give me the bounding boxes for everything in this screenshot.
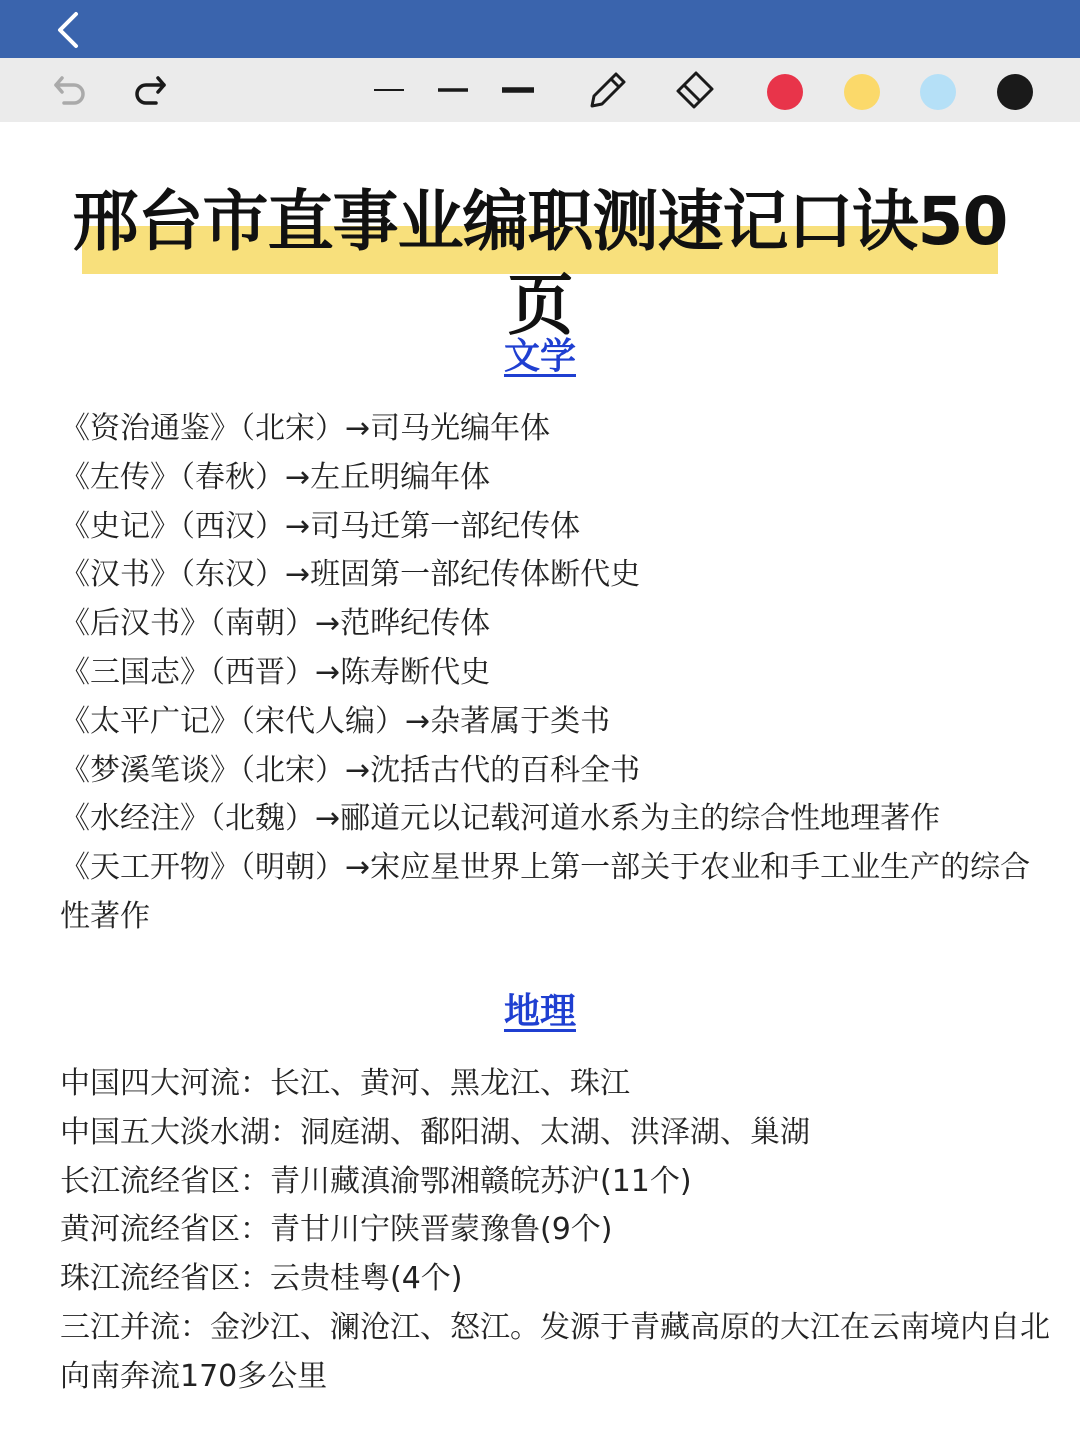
section-heading-geography: 地理 bbox=[503, 991, 576, 1032]
pencil-icon[interactable] bbox=[584, 70, 630, 110]
list-item: 《资治通鉴》（北宋）→司马光编年体 bbox=[60, 411, 551, 446]
list-item: 《左传》（春秋）→左丘明编年体 bbox=[60, 459, 491, 495]
list-item: 《水经注》（北魏）→郦道元以记载河道水系为主的综合性地理著作 bbox=[60, 801, 941, 837]
list-item: 《三国志》（西晋）→陈寿断代史 bbox=[60, 654, 491, 690]
top-bar bbox=[0, 0, 1080, 58]
list-item: 《后汉书》（南朝）→范晔纪传体 bbox=[60, 606, 491, 642]
color-lightblue-swatch[interactable] bbox=[920, 74, 956, 110]
thin-line-icon[interactable] bbox=[372, 70, 406, 110]
page-title: 邢台市直事业编职测速记口诀50页 bbox=[72, 183, 1008, 344]
list-item: 《太平广记》（宋代人编）→杂著属于类书 bbox=[60, 703, 611, 739]
medium-line-icon[interactable] bbox=[436, 70, 470, 110]
color-red-swatch[interactable] bbox=[767, 74, 803, 110]
redo-icon[interactable] bbox=[130, 70, 170, 110]
list-item: 中国五大淡水湖：洞庭湖、鄱阳湖、太湖、洪泽湖、巢湖 bbox=[60, 1114, 810, 1150]
list-item: 三江并流：金沙江、澜沧江、怒江。发源于青藏高原的大江在云南境内自北向南奔流170多公里 bbox=[60, 1309, 1050, 1394]
list-item: 中国四大河流：长江、黄河、黑龙江、珠江 bbox=[60, 1066, 630, 1101]
list-item: 《天工开物》（明朝）→宋应星世界上第一部关于农业和手工业生产的综合性著作 bbox=[60, 850, 1031, 934]
color-yellow-swatch[interactable] bbox=[844, 74, 880, 110]
list-item: 《梦溪笔谈》（北宋）→沈括古代的百科全书 bbox=[60, 752, 641, 788]
geography-list bbox=[60, 1060, 1050, 1402]
literature-list bbox=[60, 405, 1050, 942]
list-item: 黄河流经省区：青甘川宁陕晋蒙豫鲁(9个) bbox=[60, 1212, 613, 1248]
page-title-block bbox=[60, 180, 1020, 344]
list-item: 《史记》（西汉）→司马迁第一部纪传体 bbox=[60, 508, 581, 544]
list-item: 长江流经省区：青川藏滇渝鄂湘赣皖苏沪(11个) bbox=[60, 1163, 692, 1199]
thick-line-icon[interactable] bbox=[500, 70, 536, 110]
undo-icon[interactable] bbox=[50, 70, 90, 110]
back-arrow-icon[interactable] bbox=[50, 8, 90, 52]
list-item: 珠江流经省区：云贵桂粤(4个) bbox=[60, 1261, 463, 1297]
drawing-toolbar bbox=[0, 58, 1080, 122]
section-heading-literature: 文学 bbox=[503, 336, 576, 377]
color-black-swatch[interactable] bbox=[997, 74, 1033, 110]
list-item: 《汉书》（东汉）→班固第一部纪传体断代史 bbox=[60, 557, 641, 593]
eraser-icon[interactable] bbox=[672, 70, 718, 110]
